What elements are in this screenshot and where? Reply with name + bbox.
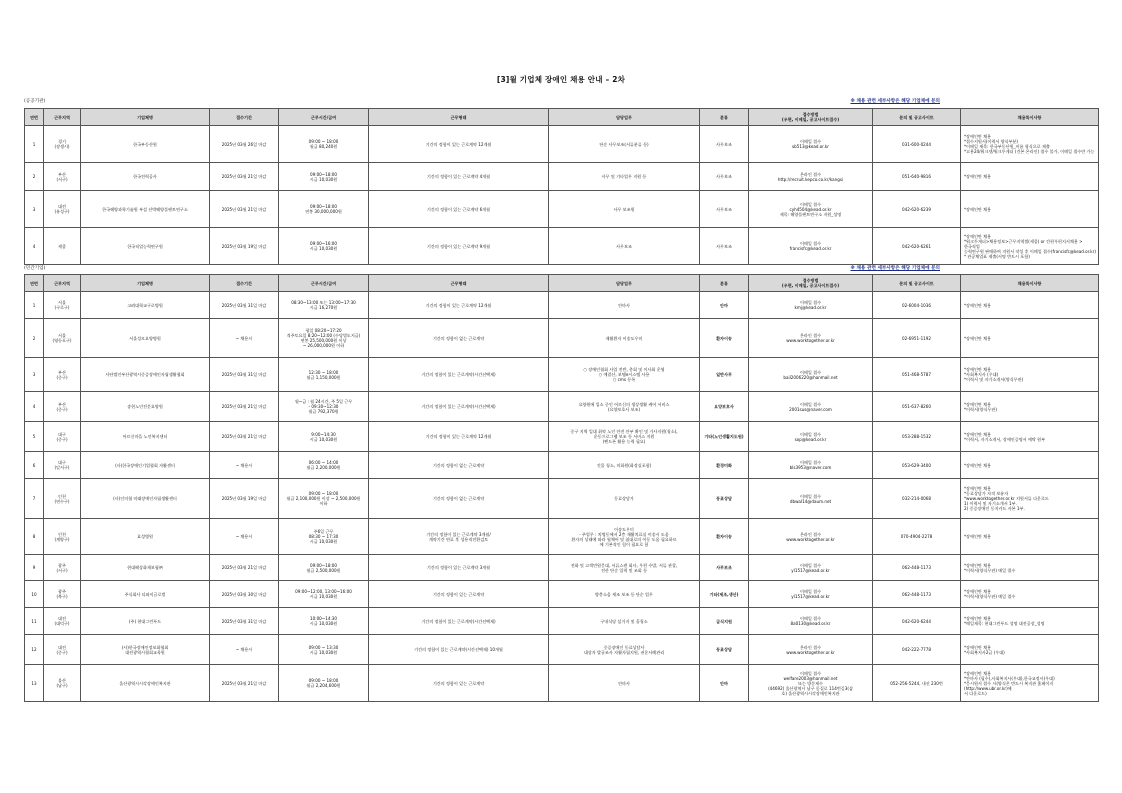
cell-hours-pay: 12:30 ~ 18:00 월급 1,150,000원 [279,358,369,392]
table-row [25,555,1099,581]
cell-no: 10 [25,581,44,608]
cell-duties: 사무 보조원 [549,191,700,228]
cell-apply-method: 이메일 접수 cyh4504@kead.or.kr 제목: 해양플랜트연구소 지원_성명 [749,191,873,228]
header-cell-duties: 담당업무 [549,109,700,126]
cell-apply-method: 이메일 접수 2001sus@naver.com [749,392,873,422]
cell-apply-method: 이메일 접수 yl1517@kead.or.kr [749,555,873,581]
table-header-row [25,275,1099,292]
cell-region: 광주 (서구) [44,555,81,581]
cell-notes: *장애인만 채용 [961,319,1099,358]
cell-company: (사)한국장애인정보화협회 대전광역시협회교육원 [81,635,210,665]
cell-period: 2025년 03월 21일 마감 [210,665,279,702]
document-title: [3]월 기업체 장애인 채용 안내 – 2차 [496,75,626,84]
cell-contact: 062-448-1173 [873,581,961,608]
cell-company: 고려대학교구로병원 [81,292,210,319]
header-cell-hours-pay: 근무시간/급여 [279,109,369,126]
cell-category: 동료상담 [700,635,749,665]
table-row [25,358,1099,392]
cell-no: 1 [25,126,44,163]
cell-contact: 042-620-6239 [873,191,961,228]
cell-region: 경기 (장생시) [44,126,81,163]
cell-period: 2025년 03월 31일 마감 [210,358,279,392]
cell-company: 한국전력공사 [81,163,210,191]
cell-notes: *장애인만 채용 *사회복지사 (우대) *이력서 및 자기소개서(양식무관) [961,358,1099,392]
cell-hours-pay: 06:00 ~ 14:00 월급 2,200,000원 [279,452,369,479]
header-cell-employment-type: 근무형태 [369,275,549,292]
cell-employment-type: 기간의 정함이 있는 근로계약 6개월 [369,191,549,228]
cell-period: ~ 채용시 [210,452,279,479]
table-row [25,126,1099,163]
table-row [25,608,1099,635]
header-cell-region: 근무지역 [44,275,81,292]
cell-employment-type: 기간의 정함이 있는 근로계약 12개월 [369,422,549,452]
header-cell-no: 연번 [25,275,44,292]
cell-employment-type: 기간의 정함이 있는 근로계약 3개월/ 계약기간 연료 후 성용직전환검토 [369,519,549,555]
cell-employment-type: 기간의 정함이 있는 근로계약(시간선택제) [369,392,549,422]
cell-no: 3 [25,191,44,228]
cell-notes: *장애인만 채용 *이력서(양식무관) [961,392,1099,422]
cell-notes: *장애인만 채용 *사회복지사2급 (우대) [961,635,1099,665]
cell-company: 효성병원 [81,519,210,555]
cell-region: 대구 (달서구) [44,452,81,479]
table-header-row [25,109,1099,126]
cell-hours-pay: 09:00~18:00 시급 10,030원 [279,163,369,191]
header-cell-employment-type: 근무형태 [369,109,549,126]
table-row [25,519,1099,555]
cell-duties: 단순 사무보조(서류분류 등) [549,126,700,163]
table-row [25,635,1099,665]
cell-company: 현대해상화재보험㈜ [81,555,210,581]
cell-company: 한국부동산원 [81,126,210,163]
cell-apply-method: 온라인 접수 www.worktogether.or.kr [749,319,873,358]
cell-apply-method: 이메일 접수 dbwal14@daum.net [749,479,873,519]
header-cell-company: 기업체명 [81,109,210,126]
cell-contact: 032-214-0068 [873,479,961,519]
cell-apply-method: 이메일 접수 8a0130@kead.or.kr [749,608,873,635]
cell-duties: 재활환자 이송도우미 [549,319,700,358]
cell-employment-type: 기간의 정함이 있는 근로계약 [369,665,549,702]
cell-no: 3 [25,358,44,392]
cell-no: 11 [25,608,44,635]
cell-region: 대전 (대덕구) [44,608,81,635]
cell-contact: 02-6004-1036 [873,292,961,319]
cell-category: 사무보조 [700,228,749,265]
cell-period: 2025년 03월 26일 마감 [210,126,279,163]
header-cell-category: 분류 [700,275,749,292]
cell-no: 4 [25,392,44,422]
cell-category: 사무보조 [700,191,749,228]
cell-hours-pay: 09:00 ~ 18:00 월급 80,240원 [279,126,369,163]
cell-period: 2025년 03월 21일 마감 [210,555,279,581]
cell-hours-pay: 09:00 ~ 13:30 시급 10,030원 [279,635,369,665]
cell-region: 부산 (서구) [44,163,81,191]
cell-hours-pay: 월~금 : 월 24시간, 주 5일 근무 - 09:30~12:30 월급 792,370원 [279,392,369,422]
table-row [25,319,1099,358]
cell-apply-method: 이메일 접수 sop@kead.or.kr [749,422,873,452]
cell-region: 대전 (유성구) [44,191,81,228]
cell-company: 송현노인전문요양원 [81,392,210,422]
cell-category: 사무보조 [700,163,749,191]
cell-region: 부산 (중구) [44,358,81,392]
cell-category: 요양보호사 [700,392,749,422]
cell-period: 2025년 03월 21일 마감 [210,392,279,422]
header-cell-region: 근무지역 [44,109,81,126]
cell-hours-pay: 08:30~13:00 또는 13:00~17:30 시급 16,270원 [279,292,369,319]
cell-duties: 동료상담가 [549,479,700,519]
cell-category: 안마 [700,665,749,702]
header-cell-period: 접수기간 [210,109,279,126]
cell-duties: 요양원에 입소 중인 어르신의 생상생활 케어 서비스 (요양보호사 보조) [549,392,700,422]
cell-period: 2025년 03월 19일 마감 [210,228,279,265]
cell-employment-type: 기간의 정함이 있는 근로계약 3개월 [369,555,549,581]
table-row [25,163,1099,191]
cell-notes: *장애인만 채용 [961,519,1099,555]
cell-duties: 안마사 [549,665,700,702]
header-cell-company: 기업체명 [81,275,210,292]
table-row [25,392,1099,422]
private-jobs-table [24,274,1099,702]
public-jobs-table [24,108,1099,265]
cell-period: 2025년 03월 31일 마감 [210,292,279,319]
cell-contact: 052-256-5244, 내선 230번 [873,665,961,702]
table-row [25,292,1099,319]
header-cell-period: 접수기간 [210,275,279,292]
cell-notes: *장애인만 채용 *이력서, 자기소개서, 장애인증명서 예탁 원부 [961,422,1099,452]
header-cell-hours-pay: 근무시간/급여 [279,275,369,292]
cell-region: 서울 (영등포구) [44,319,81,358]
cell-employment-type: 기간의 정함이 있는 근로계약(시간선택제) 10개월 [369,635,549,665]
cell-notes: *장애인만 채용 *동료상담가 자격 보유자 *www.worktogether.or.kr 지원서류 다운로드 1) 이력서 및 자기소개서 1부. 2) 중증장애인 동지카드 사본 1부. [961,479,1099,519]
cell-region: 인천 (연수구) [44,479,81,519]
cell-period: ~ 채용시 [210,319,279,358]
public-section-note: ※ 채용 관련 세부사항은 해당 기업체에 문의 [850,99,940,104]
cell-employment-type: 기간의 정함이 없는 근로계약 [369,319,549,358]
cell-apply-method: 이메일 접수 francisfc@kead.or.kr [749,228,873,265]
cell-category: 기타(노인생활지도원) [700,422,749,452]
cell-contact: 051-468-5787 [873,358,961,392]
cell-notes: *장애인만 채용 [961,191,1099,228]
cell-contact: 051-640-9816 [873,163,961,191]
cell-region: 울산 (남구) [44,665,81,702]
table-row [25,191,1099,228]
cell-duties: ○ 장애인협회 사업 전반, 총회 및 이사회 운영 ○ 예결산, 보탬e시스템 사용 ○ cms 등록 [549,358,700,392]
cell-notes: *장애인만 채용 *워크투게더>채용정보>근무지역별(세종) or 간편우편지서채용 >한국직업 능력연구원 판매하여 지원서 작성 후 이메일 접수(francisfc@kead.or.kr) * 관공채업표 제출(서명 반드시 포함) [961,228,1099,265]
cell-duties: 중구 지역 일대 취약 노인 안전 안부 확인 및 가사지원(청소), 운동프로그램 보조 등 서비스 지원 (펜드폰 활용 능력 필요) [549,422,700,452]
cell-period: 2025년 03월 21일 마감 [210,422,279,452]
cell-hours-pay: 09:00 ~ 18:00 월급 2,204,600원 [279,665,369,702]
cell-no: 1 [25,292,44,319]
cell-region: 광주 (북구) [44,581,81,608]
table-row [25,479,1099,519]
cell-no: 8 [25,519,44,555]
header-cell-contact: 문의 및 공고사이트 [873,109,961,126]
header-cell-apply-method: 접수방법 (우편, 이메일, 공고사이트접수) [749,109,873,126]
cell-notes: *장애인만 채용 *접수지원서(이력서 양식부분) *이메일 제목: 한국부동산원_이름 형식으로 제출 *고용24/워크넷/워크투게더 (건본 온라인) 접수 불가, 이메일 접수만 가능 [961,126,1099,163]
cell-no: 2 [25,163,44,191]
cell-category: 사무보조 [700,126,749,163]
cell-notes: *장애인만 채용 [961,292,1099,319]
private-section-label: (민간기업) [24,266,46,271]
cell-company: 어르신마을 노인복지센터 [81,422,210,452]
cell-duties: 전화 및 고객민원응대, 서류스캔 회사, 우편 수발, 서류 관찰, 전산 단순 입력 및 조회 등 [549,555,700,581]
cell-duties: 중증장애인 동료상담사 대상자 발굴조사 자활자립지원, 권운사례관리 [549,635,700,665]
cell-region: 부산 (중구) [44,392,81,422]
cell-no: 9 [25,555,44,581]
cell-apply-method: 온라인 접수 www.worktogether.or.kr [749,635,873,665]
cell-category: 환자이송 [700,319,749,358]
cell-company: 한국직업능력연구원 [81,228,210,265]
cell-period: 2025년 03월 21일 마감 [210,191,279,228]
cell-contact: 051-637-8260 [873,392,961,422]
table-row [25,581,1099,608]
cell-category: 기타(제조,생산) [700,581,749,608]
cell-hours-pay: 주6일 근무 08:30 ~ 17:30 시급 10,030원 [279,519,369,555]
cell-no: 12 [25,635,44,665]
cell-hours-pay: 09:00~18:00 연봉 30,000,000원 [279,191,369,228]
header-cell-duties: 담당업무 [549,275,700,292]
cell-apply-method: 이메일 접수 yl1517@kead.or.kr [749,581,873,608]
cell-period: ~ 채용시 [210,519,279,555]
cell-duties: 방충소음 제조 보조 등 단순 업무 [549,581,700,608]
cell-contact: 042-222-7778 [873,635,961,665]
table-row [25,665,1099,702]
cell-apply-method: 이메일 접수 kmj@kead.or.kr [749,292,873,319]
cell-hours-pay: 09:00~12:00, 13:00~16:00 시급 10,030원 [279,581,369,608]
table-row [25,228,1099,265]
cell-duties: 이송도우미 - 주업무 : 치병동에서 2층 재활치료실 이송시 도움 환자의 상태에 따라 월체어 및 침대로의 이동 도움 필요하므 에 기본적인 힘이 필요로 함 [549,519,700,555]
cell-region: 세종 [44,228,81,265]
cell-employment-type: 기간의 정함이 있는 근로계약 [369,581,549,608]
header-cell-no: 연번 [25,109,44,126]
cell-duties: 사무 및 기타업무 지원 등 [549,163,700,191]
cell-duties: 안마사 [549,292,700,319]
cell-employment-type: 기간의 정함이 있는 근로계약(시간선택제) [369,358,549,392]
cell-no: 13 [25,665,44,702]
cell-notes: *장애인만 채용 *안마사 (필수),사회복지사(우대),한국교정사(우대) *응시원서 접수 시(양식은 반드시 복지관 홈페이지(http://www.ubr.or.kr)에 서 다운로드) [961,665,1099,702]
cell-hours-pay: 09:00 ~ 18:00 월급 2,100,000원 이상 ~ 2,500,000원 이하 [279,479,369,519]
cell-hours-pay: 09:00~16:00 시급 10,030원 [279,228,369,265]
header-cell-notes: 채용특이사항 [961,109,1099,126]
cell-period: 2025년 03월 21일 마감 [210,163,279,191]
cell-notes: *장애인만 채용 *메일제목: 현대그린푸드 성명 대전공장_성명 [961,608,1099,635]
table-row [25,422,1099,452]
table-row [25,452,1099,479]
cell-apply-method: 온라인 접수 www.worktogether.or.kr [749,519,873,555]
cell-notes: *장애인만 채용 [961,452,1099,479]
cell-employment-type: 기간의 정함이 없는 근로계약 [369,452,549,479]
cell-employment-type: 기간의 정함이 있는 근로계약 12개월 [369,292,549,319]
cell-contact: 070-4904-2278 [873,519,961,555]
cell-company: 서울성모요양병원 [81,319,210,358]
cell-category: 급식지원 [700,608,749,635]
cell-company: (주) 현대그린푸드 [81,608,210,635]
cell-company: 주식회사 티와이글로벌 [81,581,210,608]
cell-apply-method: 이메일 접수 bail2006220@hanmail.net [749,358,873,392]
cell-no: 6 [25,452,44,479]
header-cell-category: 분류 [700,109,749,126]
cell-category: 환경미화 [700,452,749,479]
cell-category: 일반사무 [700,358,749,392]
cell-contact: 053-288-1532 [873,422,961,452]
header-cell-apply-method: 접수방법 (우편, 이메일, 공고사이트접수) [749,275,873,292]
cell-hours-pay: 평일 08:20~17:20 격주토요일 8:20~12:00 (수당별도지급) 연봉 25,500,000원 이상 ~ 26,000,000원 이하 [279,319,369,358]
cell-duties: 건물 청소, 미화원(화장실포함) [549,452,700,479]
cell-employment-type: 기간의 정함이 없는 근로계약 [369,479,549,519]
cell-region: 인천 (계양구) [44,519,81,555]
cell-notes: *장애인만 채용 *이력서(양식무관) 메일 접수 [961,581,1099,608]
cell-period: 2025년 03월 19일 마감 [210,479,279,519]
cell-employment-type: 기간의 정함이 있는 근로계약 4개월 [369,163,549,191]
cell-no: 4 [25,228,44,265]
cell-hours-pay: 09:00~18:00 월급 2,500,000원 [279,555,369,581]
cell-apply-method: 이메일 접수 bls3953@naver.com [749,452,873,479]
cell-apply-method: 이메일 접수 sb513@kead.or.kr [749,126,873,163]
cell-contact: 042-620-6244 [873,608,961,635]
cell-company: 울산광역시시각장애인복지관 [81,665,210,702]
cell-contact: 031-600-0244 [873,126,961,163]
cell-notes: *장애인만 채용 *이력서(양식무관) 메일 접수 [961,555,1099,581]
cell-company: (사)한국장애인기업협회 자활센터 [81,452,210,479]
public-section-label: (공공기관) [24,99,46,104]
cell-duties: 사무보조 [549,228,700,265]
cell-apply-method: 이메일 접수 welfare2003@hanmail.net 또는 방문제수 (44692) 울산광역시 남구 돋질로 114번길3(삼 호) 울산광역시시각장애인복지관 [749,665,873,702]
cell-period: 2025년 03월 31일 마감 [210,608,279,635]
cell-region: 대전 (중구) [44,635,81,665]
cell-period: 2025년 03월 30일 마감 [210,581,279,608]
cell-hours-pay: 10:00~14:30 시급 10,030원 [279,608,369,635]
cell-category: 사무보조 [700,555,749,581]
cell-employment-type: 기간의 정함이 있는 근로계약 12개월 [369,126,549,163]
cell-company: 한국해양과학기술원 부설 선박해양플랜트연구소 [81,191,210,228]
cell-region: 서울 (구로구) [44,292,81,319]
cell-company: 사단법인부산광역시중증장애인자립생활협회 [81,358,210,392]
header-cell-contact: 문의 및 공고사이트 [873,275,961,292]
cell-duties: 구내식당 설거지 및 홀청소 [549,608,700,635]
cell-category: 동료상담 [700,479,749,519]
cell-apply-method: 온라인 접수 http://recruit.kepco.co.kr/kangsi [749,163,873,191]
cell-period: ~ 채용시 [210,635,279,665]
cell-region: 대구 (중구) [44,422,81,452]
cell-contact: 042-620-6261 [873,228,961,265]
cell-category: 환자이송 [700,519,749,555]
cell-no: 5 [25,422,44,452]
cell-company: (사)인의협 미래장애인자립생활센터 [81,479,210,519]
cell-category: 안마 [700,292,749,319]
cell-contact: 02-6951-1192 [873,319,961,358]
cell-hours-pay: 9:00~14:30 시급 10,030원 [279,422,369,452]
cell-no: 7 [25,479,44,519]
cell-no: 2 [25,319,44,358]
cell-employment-type: 기간의 정함이 있는 근로계약(시간선택제) [369,608,549,635]
cell-notes: *장애인만 채용 [961,163,1099,191]
header-cell-notes: 채용특이사항 [961,275,1099,292]
cell-employment-type: 기간의 정함이 있는 근로계약 9개월 [369,228,549,265]
private-section-note: ※ 채용 관련 세부사항은 해당 기업체에 문의 [850,266,940,271]
cell-contact: 062-448-1173 [873,555,961,581]
cell-contact: 053-629-3400 [873,452,961,479]
